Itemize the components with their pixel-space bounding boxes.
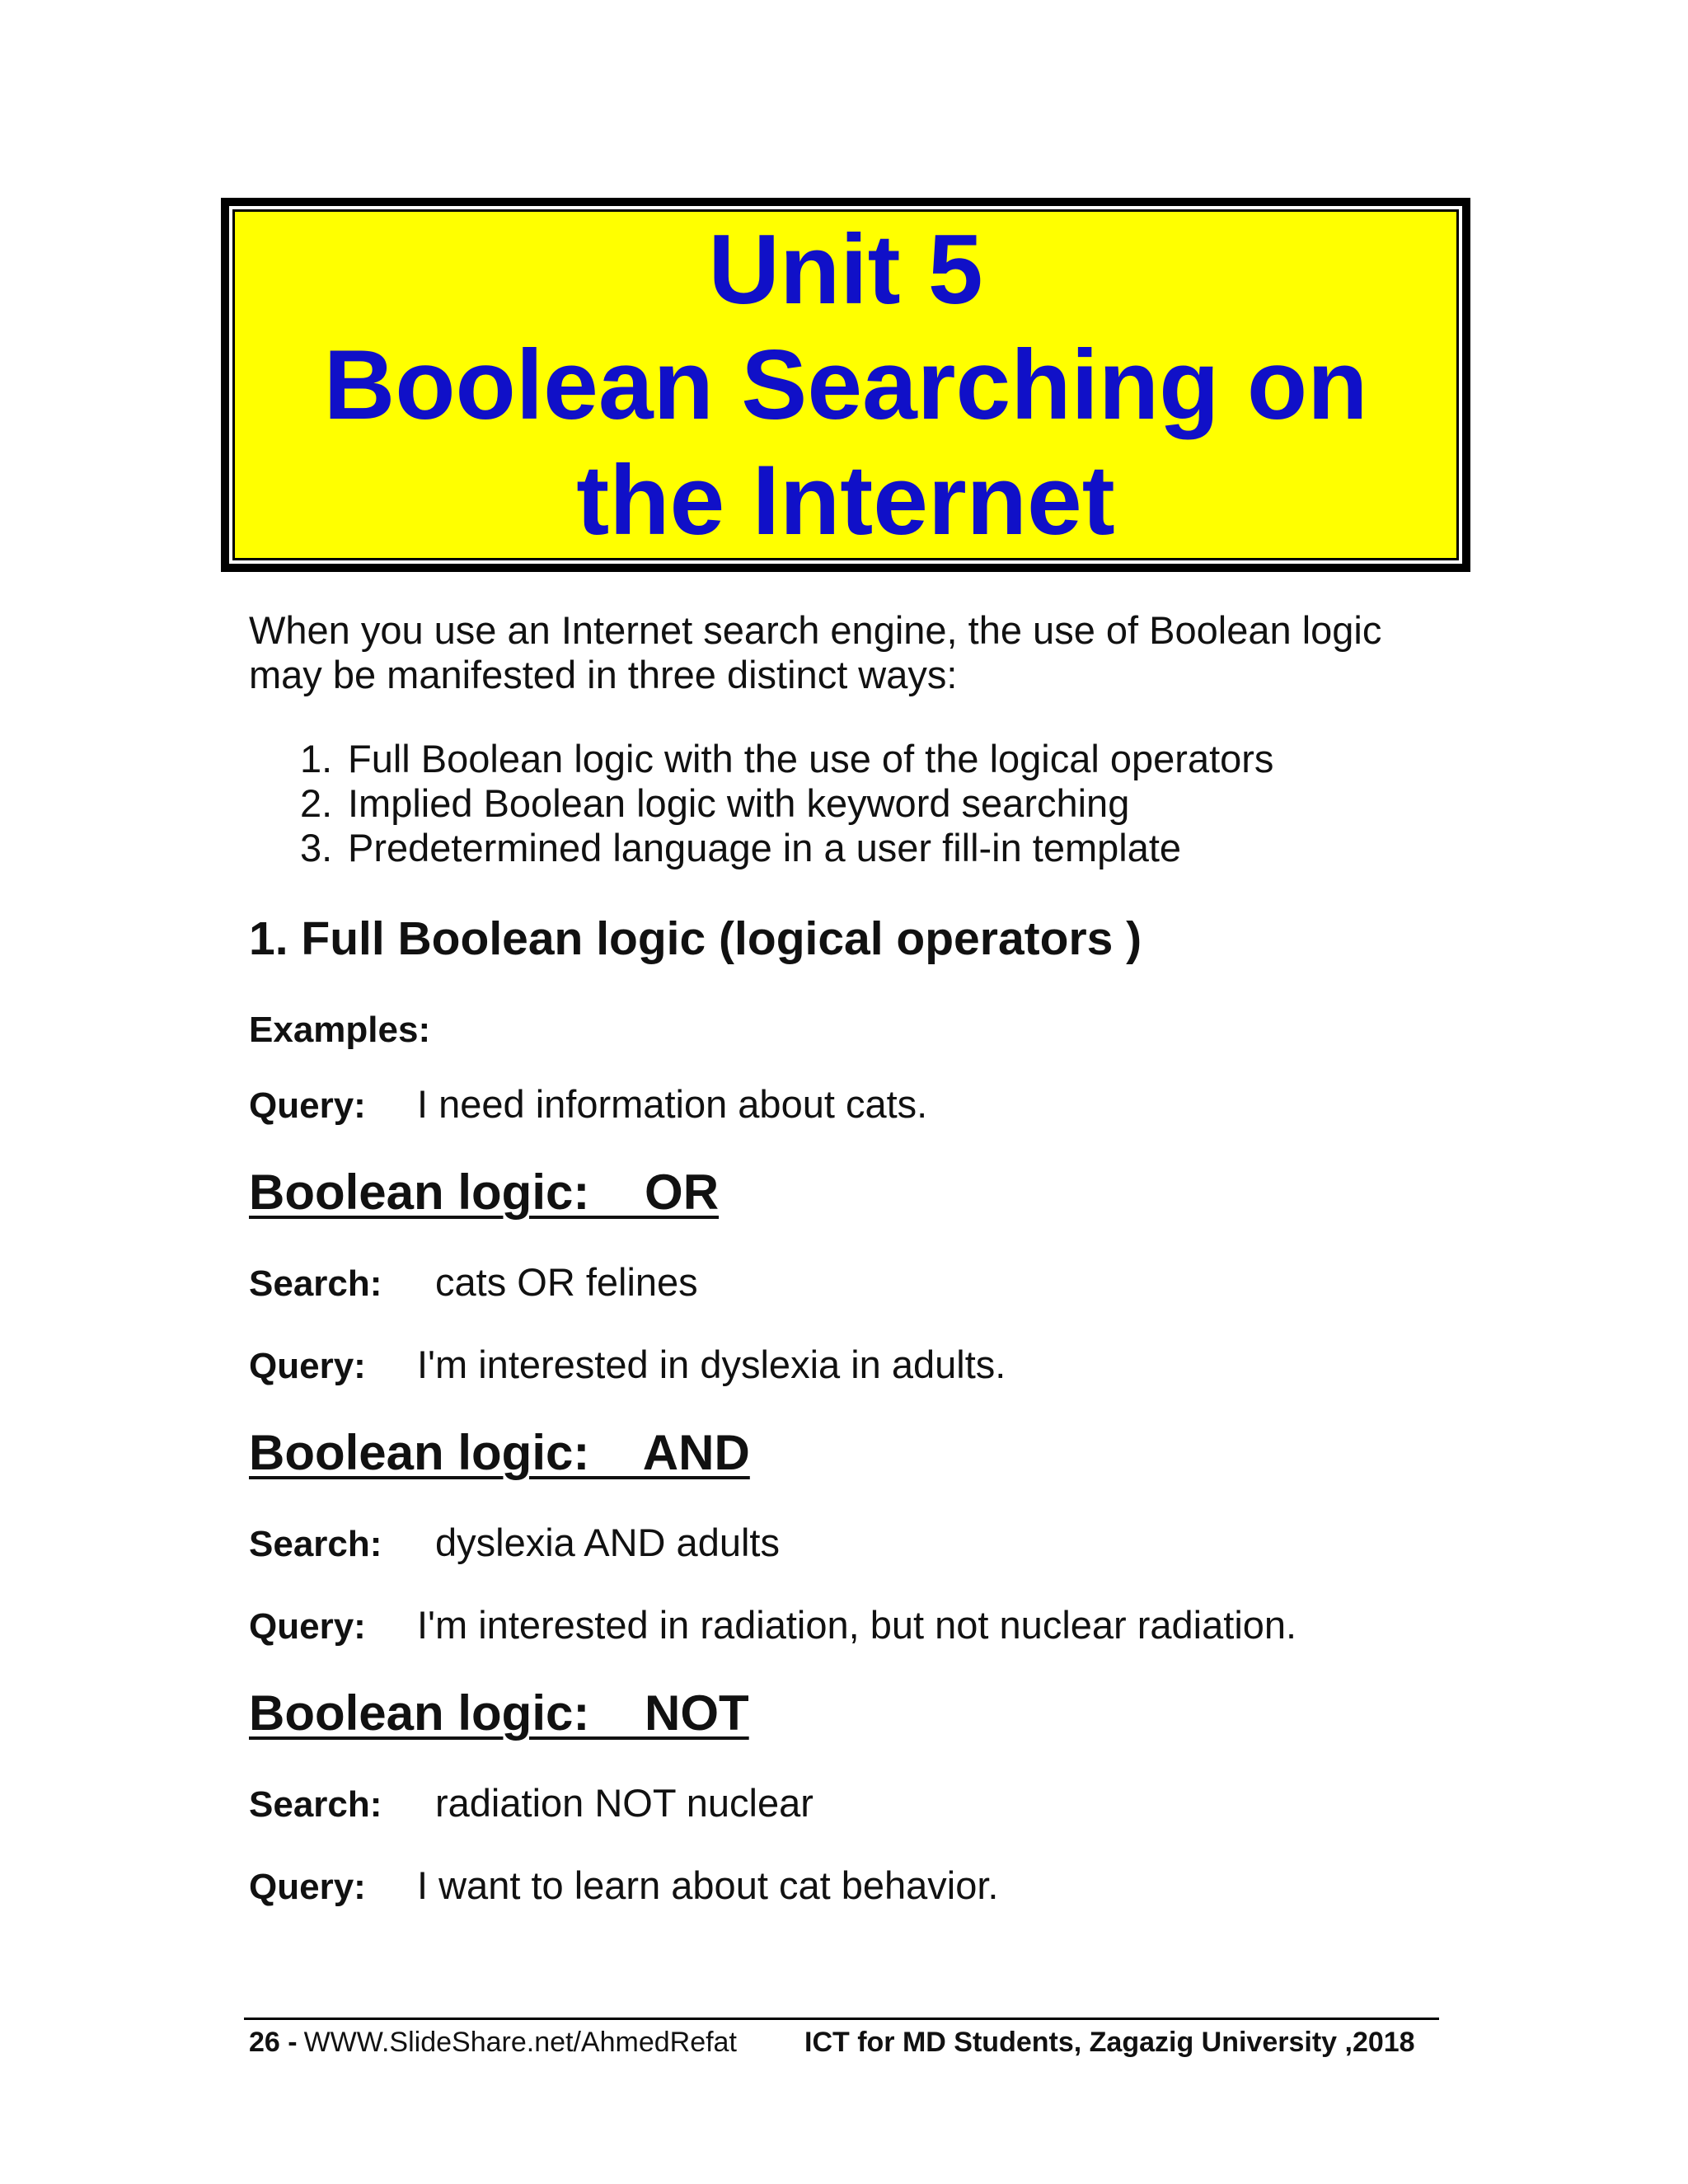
query-row <box>249 1863 998 1910</box>
intro-paragraph <box>249 608 1436 697</box>
intro-line-1: When you use an Internet search engine, the use of Boolean logic <box>249 608 1382 652</box>
footer-website: WWW.SlideShare.net/AhmedRefat <box>303 2027 737 2058</box>
query-label: Query: <box>249 1346 366 1386</box>
list-item-text: Implied Boolean logic with keyword searching <box>348 781 1130 825</box>
page-footer <box>249 2024 1415 2060</box>
boolean-and-heading: Boolean logic: AND <box>249 1425 750 1480</box>
footer-course: ICT for MD Students, Zagazig University ,2018 <box>804 2027 1415 2058</box>
query-label: Query: <box>249 1085 366 1126</box>
search-text: radiation NOT nuclear <box>435 1781 814 1825</box>
list-item-number: 1. <box>300 737 333 780</box>
search-row <box>249 1520 780 1568</box>
title-banner <box>232 209 1459 560</box>
search-row <box>249 1259 698 1307</box>
query-row <box>249 1342 1006 1390</box>
query-label: Query: <box>249 1867 366 1907</box>
footer-divider <box>244 2018 1439 2020</box>
query-text: I'm interested in radiation, but not nuclear radiation. <box>417 1603 1297 1647</box>
unit-title: Unit 5 <box>708 214 983 325</box>
list-item-text: Predetermined language in a user fill-in template <box>348 826 1182 869</box>
methods-list <box>249 737 1273 870</box>
query-text: I need information about cats. <box>417 1082 928 1126</box>
list-item-number: 3. <box>300 826 333 869</box>
query-label: Query: <box>249 1606 366 1647</box>
boolean-or-heading: Boolean logic: OR <box>249 1165 720 1220</box>
list-item-number: 2. <box>300 781 333 825</box>
boolean-not-heading: Boolean logic: NOT <box>249 1685 749 1741</box>
list-item <box>249 737 1273 781</box>
search-text: cats OR felines <box>435 1260 698 1304</box>
search-label: Search: <box>249 1784 382 1825</box>
intro-line-2: may be manifested in three distinct ways: <box>249 653 958 696</box>
list-item <box>249 781 1273 826</box>
query-row <box>249 1081 927 1129</box>
unit-subtitle-line-1: Boolean Searching on <box>323 330 1368 440</box>
query-text: I want to learn about cat behavior. <box>417 1863 999 1907</box>
examples-label: Examples: <box>249 1010 431 1050</box>
query-text: I'm interested in dyslexia in adults. <box>417 1343 1006 1386</box>
title-box <box>221 198 1470 572</box>
search-row <box>249 1780 814 1828</box>
search-label: Search: <box>249 1263 382 1304</box>
list-item-text: Full Boolean logic with the use of the logical operators <box>348 737 1274 780</box>
section-heading: 1. Full Boolean logic (logical operators ) <box>249 912 1142 965</box>
search-text: dyslexia AND adults <box>435 1521 780 1564</box>
query-row <box>249 1602 1296 1650</box>
page-number: 26 - <box>249 2027 298 2058</box>
unit-subtitle-line-2: the Internet <box>576 445 1115 555</box>
search-label: Search: <box>249 1524 382 1564</box>
list-item <box>249 826 1273 870</box>
